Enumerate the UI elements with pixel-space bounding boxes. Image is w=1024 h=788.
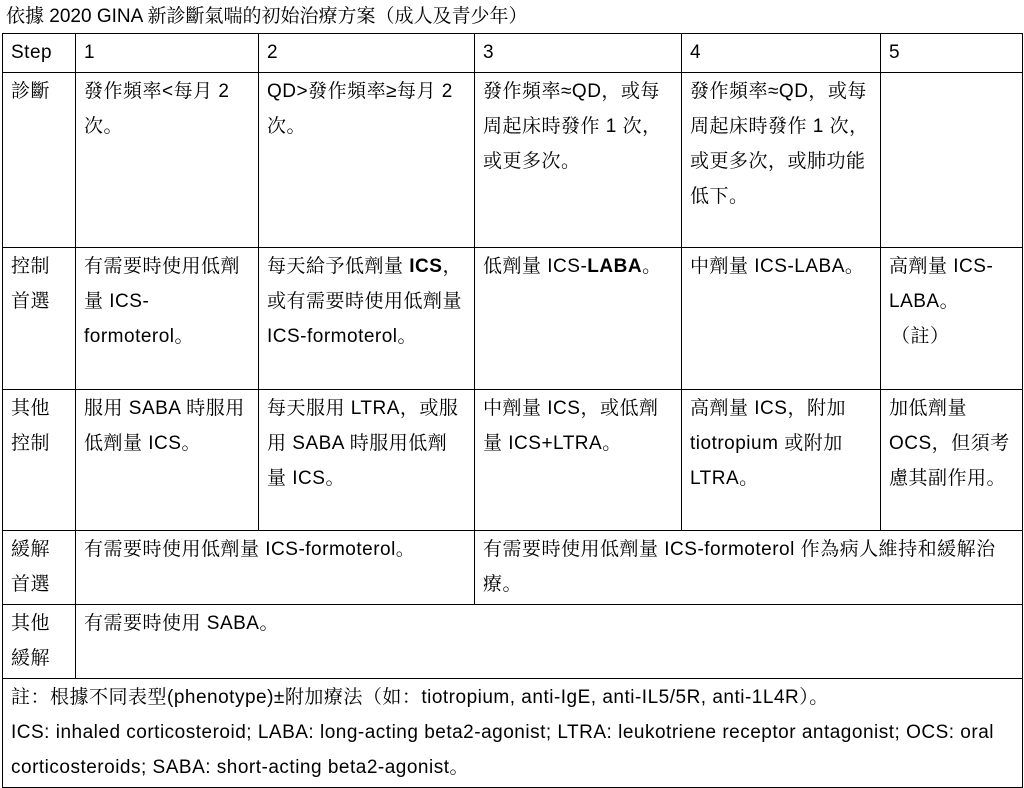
- footnote-cell: [3, 679, 1023, 788]
- diagnosis-row: [3, 73, 1023, 248]
- preferred-controller-step-2: [259, 248, 475, 390]
- other-controller-step-3: 中劑量 ICS，或低劑量 ICS+LTRA。: [475, 390, 682, 531]
- other-reliever-label: 其他緩解: [3, 605, 76, 679]
- step-5-header: 5: [881, 34, 1023, 73]
- diagnosis-step-1: 發作頻率<每月 2 次。: [76, 73, 259, 248]
- diagnosis-step-5: [881, 73, 1023, 248]
- preferred-controller-step-5: [881, 248, 1023, 390]
- step-1-header: 1: [76, 34, 259, 73]
- other-controller-step-2: 每天服用 LTRA，或服用 SABA 時服用低劑量 ICS。: [259, 390, 475, 531]
- step-2-text-b: ，或有需要時使用低劑量 ICS-formoterol。: [267, 256, 463, 347]
- step-2-header: 2: [259, 34, 475, 73]
- preferred-reliever-label: 緩解首選: [3, 531, 76, 605]
- step-3-text-a: 低劑量 ICS-: [483, 256, 588, 277]
- preferred-reliever-steps-1-2: 有需要時使用低劑量 ICS-formoterol。: [76, 531, 475, 605]
- laba-emphasis: LABA: [587, 256, 643, 277]
- other-reliever-row: [3, 605, 1023, 679]
- preferred-controller-row: [3, 248, 1023, 390]
- other-controller-row: [3, 390, 1023, 531]
- footnote-row: [3, 679, 1023, 788]
- other-controller-step-5: 加低劑量 OCS，但須考慮其副作用。: [881, 390, 1023, 531]
- footnote-abbreviations: ICS: inhaled corticosteroid; LABA: long-acting beta2-agonist; LTRA: leukotriene receptor antagonist; OCS: oral corticosteroids; SABA: short-acting beta2-agonist。: [11, 722, 994, 778]
- other-reliever-text: 有需要時使用 SABA。: [76, 605, 1023, 679]
- header-row: [3, 34, 1023, 73]
- diagnosis-step-2: QD>發作頻率≥每月 2 次。: [259, 73, 475, 248]
- other-controller-step-1: 服用 SABA 時服用低劑量 ICS。: [76, 390, 259, 531]
- other-controller-step-4: 高劑量 ICS，附加 tiotropium 或附加 LTRA。: [682, 390, 881, 531]
- preferred-controller-step-1: 有需要時使用低劑量 ICS-formoterol。: [76, 248, 259, 390]
- step-header: Step: [3, 34, 76, 73]
- preferred-reliever-row: [3, 531, 1023, 605]
- step-2-text-a: 每天給予低劑量: [267, 256, 410, 277]
- step-3-text-b: 。: [642, 256, 662, 277]
- diagnosis-label: 診斷: [3, 73, 76, 248]
- gina-treatment-table: [2, 33, 1023, 788]
- footnote-note: 註：根據不同表型(phenotype)±附加療法（如：tiotropium, anti-IgE, anti-IL5/5R, anti-1L4R）。: [11, 687, 829, 708]
- diagnosis-step-3: 發作頻率≈QD，或每周起床時發作 1 次，或更多次。: [475, 73, 682, 248]
- other-controller-label: 其他控制: [3, 390, 76, 531]
- step-5-text: 高劑量 ICS-LABA。: [889, 256, 994, 312]
- preferred-controller-step-4: 中劑量 ICS-LABA。: [682, 248, 881, 390]
- table-title: 依據 2020 GINA 新診斷氣喘的初始治療方案（成人及青少年）: [6, 6, 528, 27]
- ics-emphasis: ICS: [409, 256, 443, 277]
- diagnosis-step-4: 發作頻率≈QD，或每周起床時發作 1 次，或更多次，或肺功能低下。: [682, 73, 881, 248]
- step-3-header: 3: [475, 34, 682, 73]
- preferred-reliever-steps-3-5: 有需要時使用低劑量 ICS-formoterol 作為病人維持和緩解治療。: [475, 531, 1023, 605]
- preferred-controller-step-3: [475, 248, 682, 390]
- preferred-controller-label: 控制首選: [3, 248, 76, 390]
- step-4-header: 4: [682, 34, 881, 73]
- step-5-note-ref: （註）: [891, 326, 950, 347]
